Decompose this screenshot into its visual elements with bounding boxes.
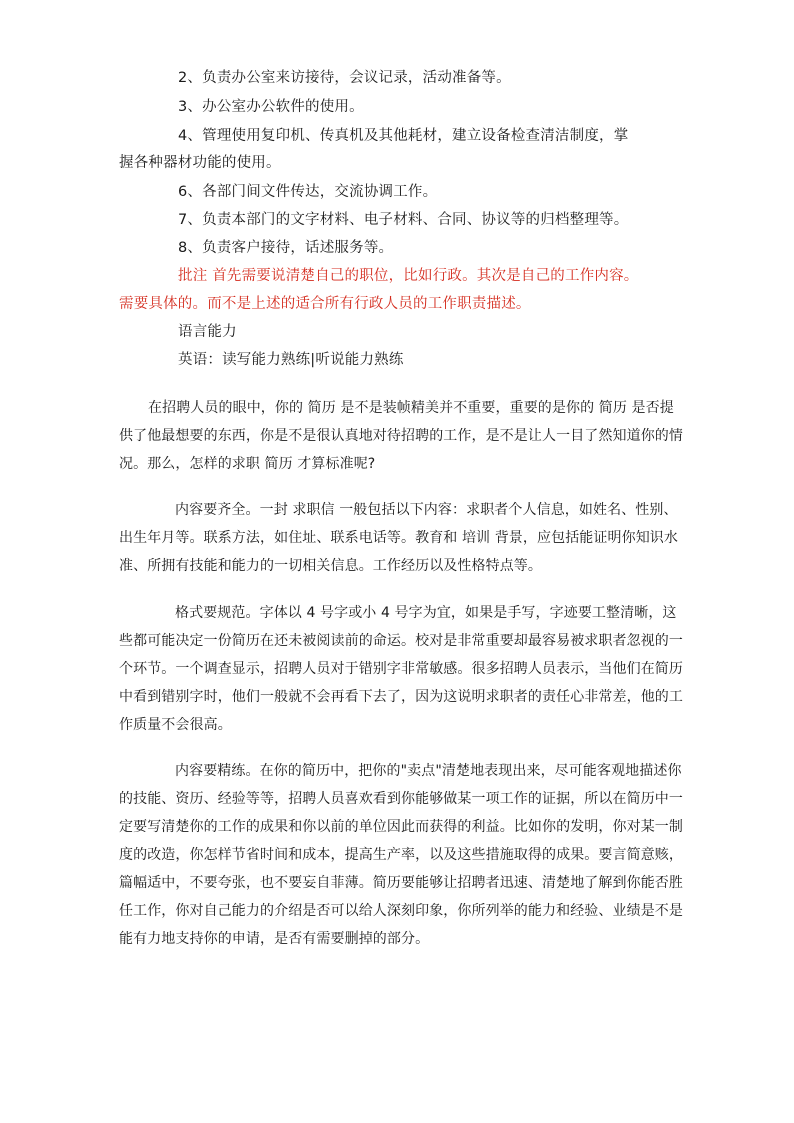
format-paragraph-line: 中看到错别字时，他们一般就不会再看下去了，因为这说明求职者的责任心非常差，他的工 <box>119 689 683 705</box>
language-heading: 语言能力 <box>178 324 237 340</box>
content-paragraph-line: 出生年月等。联系方法，如住址、联系电话等。教育和 培训 背景，应包括能证明你知识水 <box>119 530 678 546</box>
concise-paragraph-line: 的技能、资历、经验等等，招聘人员喜欢看到你能够做某一项工作的证据，所以在简历中一 <box>119 791 683 807</box>
duty-item-3: 3、办公室办公软件的使用。 <box>178 99 364 115</box>
content-paragraph-line: 准、所拥有技能和能力的一切相关信息。工作经历以及性格特点等。 <box>119 558 542 574</box>
format-paragraph-line: 个环节。一个调查显示，招聘人员对于错别字非常敏感。很多招聘人员表示，当他们在简历 <box>119 661 683 677</box>
concise-paragraph-line: 任工作，你对自己能力的介绍是否可以给人深刻印象，你所列举的能力和经验、业绩是不是 <box>119 903 683 919</box>
duty-item-2: 2、负责办公室来访接待，会议记录，活动准备等。 <box>178 70 511 86</box>
duty-item-4: 4、管理使用复印机、传真机及其他耗材，建立设备检查清洁制度，掌 <box>178 128 629 144</box>
concise-paragraph-line: 能有力地支持你的申请，是否有需要删掉的部分。 <box>119 931 430 947</box>
duty-item-6: 6、各部门间文件传达，交流协调工作。 <box>178 184 438 200</box>
concise-paragraph-line: 内容要精练。在你的简历中，把你的"卖点"清楚地表现出来，尽可能客观地描述你 <box>175 763 682 779</box>
language-english: 英语：读写能力熟练|听说能力熟练 <box>178 352 404 368</box>
annotation-comment-continued: 需要具体的。而不是上述的适合所有行政人员的工作职责描述。 <box>119 296 531 312</box>
duty-item-7: 7、负责本部门的文字材料、电子材料、合同、协议等的归档整理等。 <box>178 212 629 228</box>
format-paragraph-line: 作质量不会很高。 <box>119 717 232 733</box>
intro-line: 况。那么，怎样的求职 简历 才算标准呢? <box>119 456 376 472</box>
format-paragraph-line: 些都可能决定一份简历在还未被阅读前的命运。校对是非常重要却最容易被求职者忽视的一 <box>119 633 683 649</box>
duty-item-4-continued: 握各种器材功能的使用。 <box>119 155 281 171</box>
annotation-comment: 批注 首先需要说清楚自己的职位，比如行政。其次是自己的工作内容。 <box>178 268 639 284</box>
format-paragraph-line: 格式要规范。字体以 4 号字或小 4 号字为宜，如果是手写，字迹要工整清晰，这 <box>175 605 677 621</box>
concise-paragraph-line: 篇幅适中，不要夸张，也不要妄自菲薄。简历要能够让招聘者迅速、清楚地了解到你能否胜 <box>119 875 683 891</box>
content-paragraph-line: 内容要齐全。一封 求职信 一般包括以下内容：求职者个人信息，如姓名、性别、 <box>175 502 678 518</box>
duty-item-8: 8、负责客户接待，话述服务等。 <box>178 240 394 256</box>
intro-line: 供了他最想要的东西，你是不是很认真地对待招聘的工作，是不是让人一目了然知道你的情 <box>119 428 683 444</box>
concise-paragraph-line: 度的改造，你怎样节省时间和成本，提高生产率，以及这些措施取得的成果。要言简意赅， <box>119 847 683 863</box>
concise-paragraph-line: 定要写清楚你的工作的成果和你以前的单位因此而获得的利益。比如你的发明，你对某一制 <box>119 819 683 835</box>
intro-line: 在招聘人员的眼中，你的 简历 是不是装帧精美并不重要，重要的是你的 简历 是否提 <box>148 400 674 416</box>
